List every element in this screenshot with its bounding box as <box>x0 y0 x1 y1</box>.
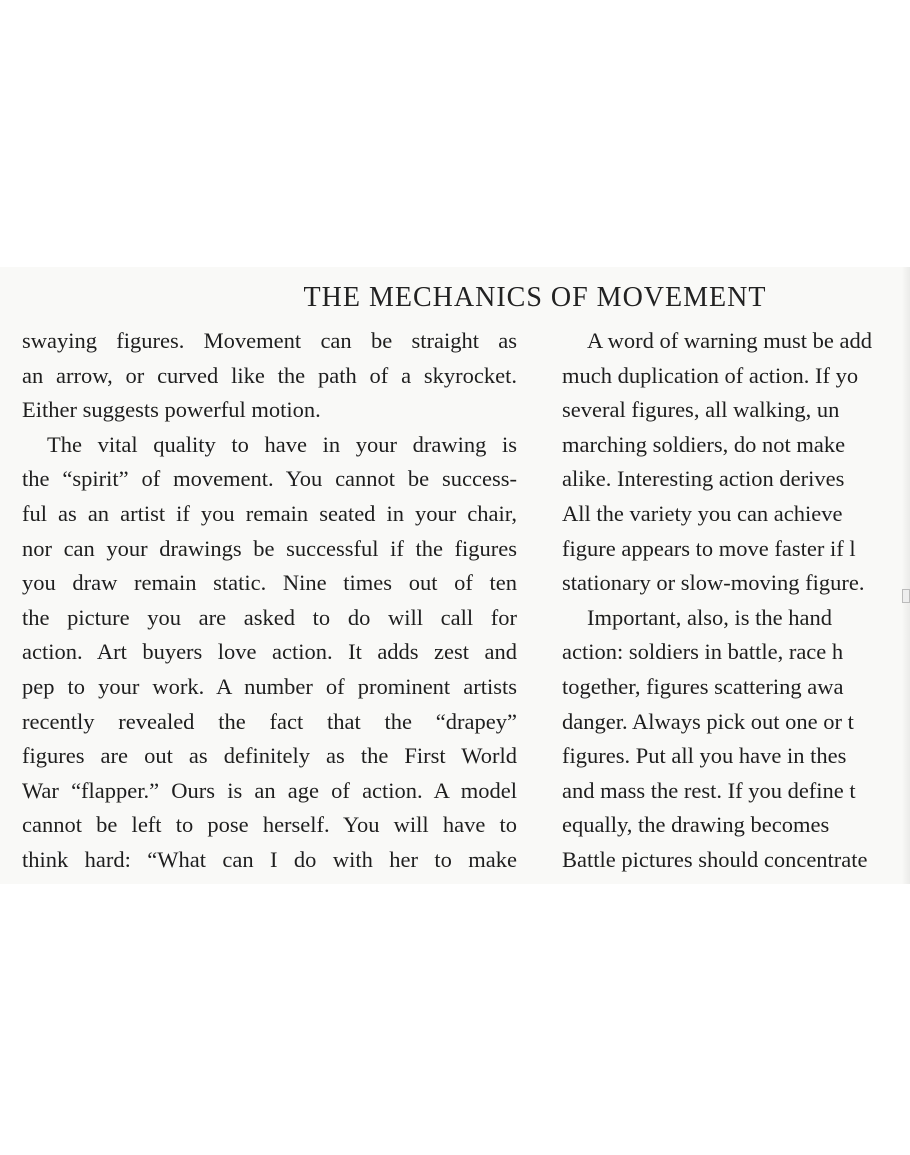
text-line: several figures, all walking, un <box>562 397 840 423</box>
text-line: and mass the rest. If you define t <box>562 777 856 803</box>
text-line: action. Art buyers love action. It adds zest and <box>22 639 517 665</box>
text-line: ful as an artist if you remain seated in your chair, <box>22 500 517 526</box>
text-line: War “flapper.” Ours is an age of action. A model <box>22 777 517 803</box>
scan-artifact-mark <box>902 589 910 603</box>
text-line: the picture you are asked to do will call for <box>22 604 517 630</box>
text-line: figure appears to move faster if l <box>562 535 856 561</box>
text-line: All the variety you can achieve <box>562 500 843 526</box>
page-edge-shadow <box>902 267 910 884</box>
text-line: stationary or slow-moving figure. <box>562 570 865 596</box>
text-line: recently revealed the fact that the “drapey” <box>22 708 517 734</box>
text-line: nor can your drawings be successful if the figures <box>22 535 517 561</box>
text-line: A word of warning must be add <box>587 328 872 353</box>
text-line: pep to your work. A number of prominent artists <box>22 673 517 699</box>
text-line: much duplication of action. If yo <box>562 362 859 388</box>
text-line: Battle pictures should concentrate <box>562 846 868 872</box>
text-line: figures are out as definitely as the First World <box>22 743 517 769</box>
running-head: THE MECHANICS OF MOVEMENT <box>303 282 767 313</box>
right-text-column <box>562 324 910 878</box>
text-line: alike. Interesting action derives <box>562 466 845 492</box>
text-line: The vital quality to have in your drawing is <box>47 431 517 457</box>
text-line: action: soldiers in battle, race h <box>562 639 844 665</box>
text-line: danger. Always pick out one or t <box>562 708 854 734</box>
text-line: cannot be left to pose herself. You will have to <box>22 812 517 838</box>
text-line: Important, also, is the hand <box>587 604 832 630</box>
left-text-column <box>22 324 517 878</box>
text-line: Either suggests powerful motion. <box>22 397 321 423</box>
text-line: the “spirit” of movement. You cannot be success- <box>22 466 517 492</box>
text-line: swaying figures. Movement can be straight as <box>22 328 517 353</box>
text-line: marching soldiers, do not make <box>562 431 846 457</box>
text-line: figures. Put all you have in thes <box>562 743 847 769</box>
text-line: an arrow, or curved like the path of a skyrocket. <box>22 362 517 388</box>
text-line: together, figures scattering awa <box>562 673 844 699</box>
text-line: equally, the drawing becomes <box>562 812 830 838</box>
text-line: think hard: “What can I do with her to make <box>22 846 517 872</box>
text-line: you draw remain static. Nine times out of ten <box>22 570 517 596</box>
scanned-book-page <box>0 267 910 884</box>
